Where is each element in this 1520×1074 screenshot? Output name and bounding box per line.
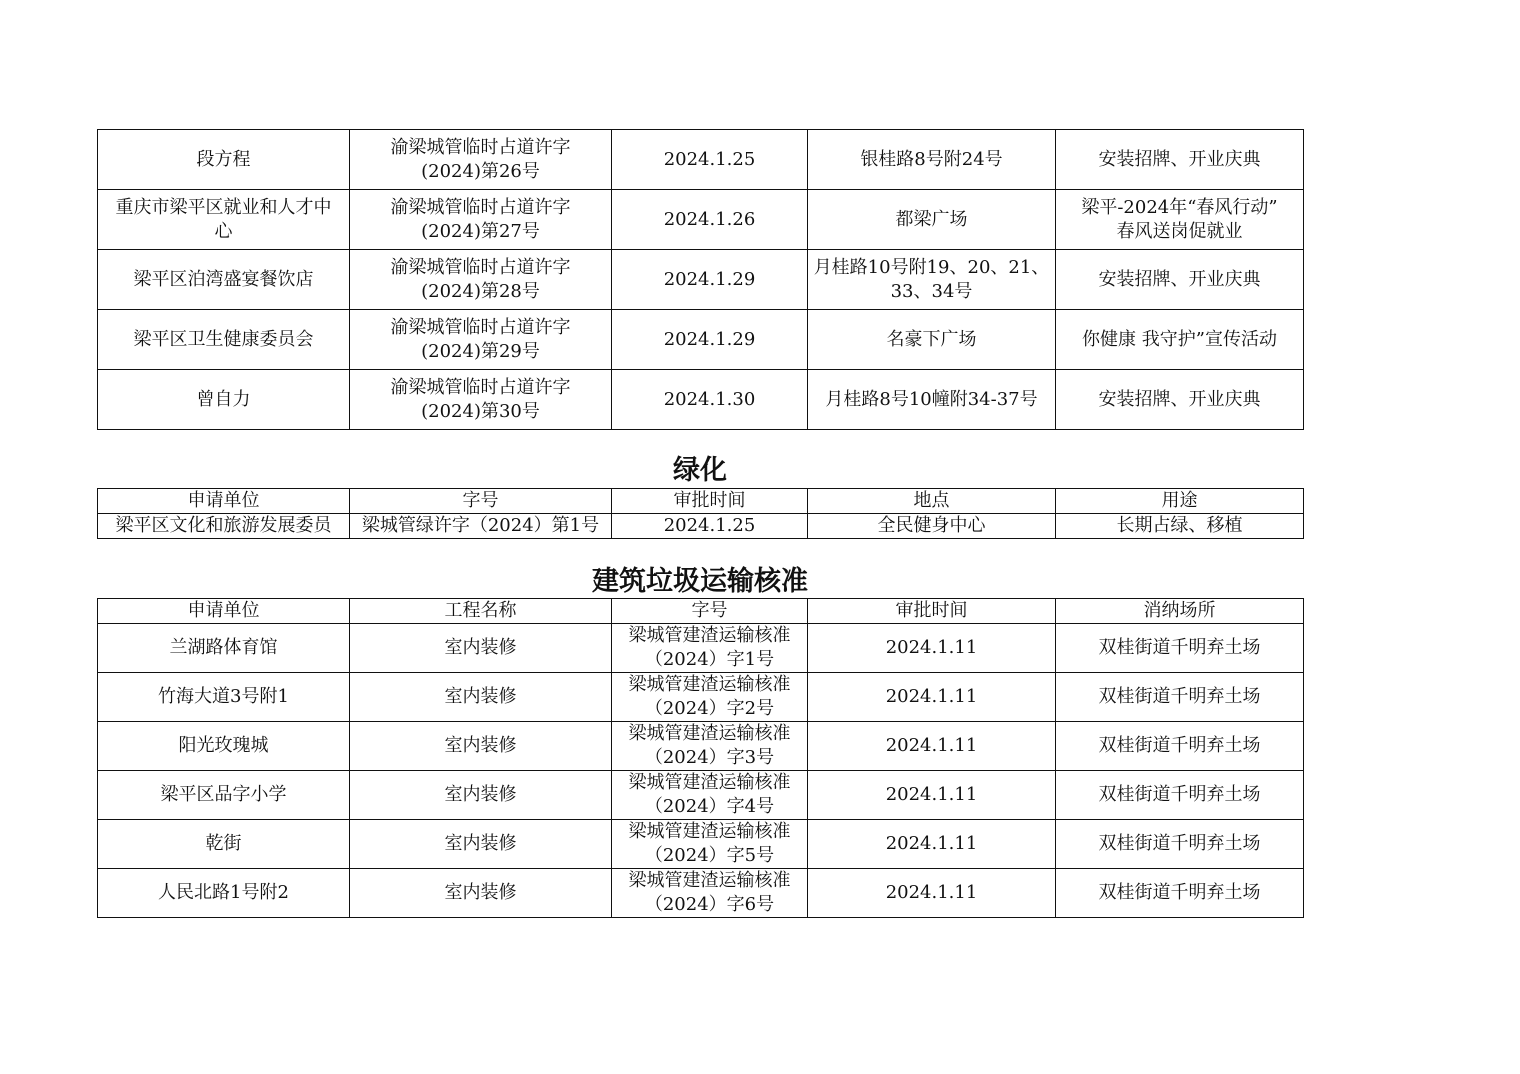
road-occupation-permits-table [97,129,1304,430]
permit-number-cell: 渝梁城管临时占道许字 (2024)第28号 [350,250,612,310]
approval-date-cell: 2024.1.11 [808,869,1056,918]
permit-number-cell: 渝梁城管临时占道许字 (2024)第27号 [350,190,612,250]
header-approval-date: 审批时间 [808,599,1056,624]
greening-table [97,488,1304,539]
disposal-site-cell: 双桂街道千明弃土场 [1056,771,1304,820]
project-name-cell: 室内装修 [350,624,612,673]
approval-date-cell: 2024.1.11 [808,771,1056,820]
permit-number-cell: 梁城管绿许字（2024）第1号 [350,514,612,539]
permit-number-cell: 梁城管建渣运输核准 （2024）字6号 [612,869,808,918]
applicant-cell: 阳光玫瑰城 [98,722,350,771]
applicant-cell: 兰湖路体育馆 [98,624,350,673]
permit-number-cell: 梁城管建渣运输核准 （2024）字1号 [612,624,808,673]
table-row [98,310,1304,370]
table-header-row [98,489,1304,514]
table-row [98,190,1304,250]
permit-number-cell: 渝梁城管临时占道许字 (2024)第26号 [350,130,612,190]
purpose-cell: 长期占绿、移植 [1056,514,1304,539]
location-cell: 都梁广场 [808,190,1056,250]
header-permit-number: 字号 [612,599,808,624]
purpose-cell: 安装招牌、开业庆典 [1056,130,1304,190]
permit-number-cell: 梁城管建渣运输核准 （2024）字2号 [612,673,808,722]
project-name-cell: 室内装修 [350,771,612,820]
applicant-cell: 梁平区泊湾盛宴餐饮店 [98,250,350,310]
table-row [98,514,1304,539]
approval-date-cell: 2024.1.30 [612,370,808,430]
table-row [98,869,1304,918]
project-name-cell: 室内装修 [350,869,612,918]
approval-date-cell: 2024.1.29 [612,250,808,310]
permit-number-cell: 渝梁城管临时占道许字 (2024)第29号 [350,310,612,370]
header-project-name: 工程名称 [350,599,612,624]
purpose-cell: 安装招牌、开业庆典 [1056,250,1304,310]
approval-date-cell: 2024.1.25 [612,514,808,539]
approval-date-cell: 2024.1.11 [808,624,1056,673]
disposal-site-cell: 双桂街道千明弃土场 [1056,869,1304,918]
location-cell: 全民健身中心 [808,514,1056,539]
table-row [98,771,1304,820]
purpose-cell: 你健康 我守护”宣传活动 [1056,310,1304,370]
header-applicant: 申请单位 [98,599,350,624]
project-name-cell: 室内装修 [350,820,612,869]
applicant-cell: 段方程 [98,130,350,190]
header-approval-date: 审批时间 [612,489,808,514]
waste-transport-section-title: 建筑垃圾运输核准 [592,566,808,597]
permit-number-cell: 梁城管建渣运输核准 （2024）字4号 [612,771,808,820]
location-cell: 银桂路8号附24号 [808,130,1056,190]
location-cell: 月桂路8号10幢附34-37号 [808,370,1056,430]
location-cell: 名豪下广场 [808,310,1056,370]
project-name-cell: 室内装修 [350,722,612,771]
header-location: 地点 [808,489,1056,514]
project-name-cell: 室内装修 [350,673,612,722]
header-purpose: 用途 [1056,489,1304,514]
applicant-cell: 梁平区文化和旅游发展委员 [98,514,350,539]
header-disposal-site: 消纳场所 [1056,599,1304,624]
disposal-site-cell: 双桂街道千明弃土场 [1056,722,1304,771]
permit-number-cell: 梁城管建渣运输核准 （2024）字5号 [612,820,808,869]
approval-date-cell: 2024.1.25 [612,130,808,190]
approval-date-cell: 2024.1.11 [808,673,1056,722]
applicant-cell: 乾街 [98,820,350,869]
disposal-site-cell: 双桂街道千明弃土场 [1056,624,1304,673]
greening-section-title: 绿化 [673,455,727,486]
header-applicant: 申请单位 [98,489,350,514]
disposal-site-cell: 双桂街道千明弃土场 [1056,820,1304,869]
permit-number-cell: 梁城管建渣运输核准 （2024）字3号 [612,722,808,771]
applicant-cell: 曾自力 [98,370,350,430]
table-row [98,820,1304,869]
table-row [98,624,1304,673]
applicant-cell: 梁平区品字小学 [98,771,350,820]
table-header-row [98,599,1304,624]
table-row [98,130,1304,190]
table-row [98,673,1304,722]
permit-number-cell: 渝梁城管临时占道许字 (2024)第30号 [350,370,612,430]
table-row [98,370,1304,430]
approval-date-cell: 2024.1.26 [612,190,808,250]
applicant-cell: 竹海大道3号附1 [98,673,350,722]
applicant-cell: 重庆市梁平区就业和人才中 心 [98,190,350,250]
purpose-cell: 安装招牌、开业庆典 [1056,370,1304,430]
approval-date-cell: 2024.1.29 [612,310,808,370]
disposal-site-cell: 双桂街道千明弃土场 [1056,673,1304,722]
applicant-cell: 人民北路1号附2 [98,869,350,918]
waste-transport-table [97,598,1304,918]
approval-date-cell: 2024.1.11 [808,820,1056,869]
purpose-cell: 梁平-2024年“春风行动” 春风送岗促就业 [1056,190,1304,250]
location-cell: 月桂路10号附19、20、21、 33、34号 [808,250,1056,310]
table-row [98,722,1304,771]
applicant-cell: 梁平区卫生健康委员会 [98,310,350,370]
header-permit-number: 字号 [350,489,612,514]
table-row [98,250,1304,310]
approval-date-cell: 2024.1.11 [808,722,1056,771]
